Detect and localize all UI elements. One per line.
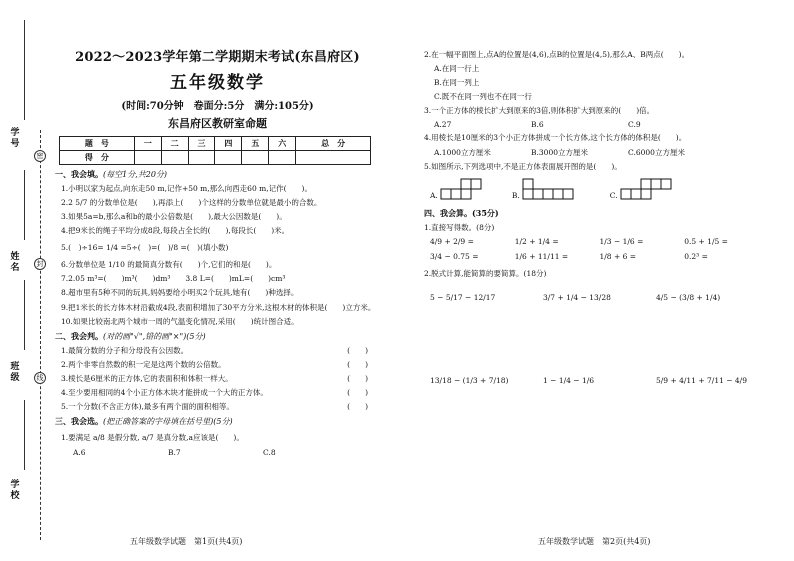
calc-item: 1/8 + 6 = [599, 252, 637, 261]
score-cell: 二 [161, 137, 188, 151]
calc-item: 1/2 + 1/4 = [514, 237, 559, 246]
score-input-cell[interactable] [215, 151, 242, 165]
exam-title: 2022～2023学年第二学期期末考试(东昌府区) [75, 50, 360, 65]
direct-calc-heading: 1.直接写得数。(8分) [424, 223, 495, 232]
option-c[interactable]: C.8 [263, 448, 276, 457]
option-b[interactable] [512, 178, 588, 200]
calc-item: 5 − 5/17 − 12/17 [430, 293, 496, 302]
score-input-cell[interactable] [161, 151, 188, 165]
exam-info: (时间:70分钟 卷面分:5分 满分:105分) [121, 101, 314, 112]
question-1-2: 2.2 5/7 的分数单位是( ),再添上( )个这样的分数单位就是最小的合数。 [61, 198, 322, 207]
score-cell: 总 分 [296, 137, 371, 151]
score-table-header [60, 137, 371, 151]
label-class: 班级 [10, 362, 20, 383]
section-1-heading [55, 169, 380, 180]
question-1-7: 7.2.05 m³=( )m³( )dm³ 3.8 L=( )mL=( )cm³ [61, 274, 286, 283]
question-3-2: 2.在一幅平面图上,点A的位置是(4,6),点B的位置是(4,5),那么A、B两点( )。 [424, 50, 690, 59]
stepwise-calc-row-2 [424, 376, 769, 385]
calc-item: 13/18 − (1/3 + 7/18) [430, 376, 509, 385]
question-1-3: 3.如果5a=b,那么a和b的最小公倍数是( ),最大公因数是( )。 [61, 212, 287, 221]
question-2-3 [55, 374, 380, 384]
question-2-1 [55, 346, 380, 356]
cube-net-c-figure [620, 178, 676, 200]
option-a[interactable]: A.6 [73, 448, 86, 457]
seal-line [40, 130, 41, 540]
section-note: (对的画"√",错的画"×")(5分) [103, 332, 206, 341]
exam-org: 东昌府区教研室命题 [168, 117, 267, 130]
cube-net-b-figure [522, 178, 588, 200]
option-label: C. [609, 191, 618, 200]
section-2-heading [55, 331, 380, 342]
question-1-9: 9.把1米长的长方体木材沿截成4段,表面积增加了30平方分米,这根木材的体积是( )立方米。 [61, 303, 376, 312]
question-1-6: 6.分数单位是 1/10 的最简真分数有( )个,它们的和是( )。 [61, 260, 277, 269]
blank-name [24, 170, 25, 240]
option-label: A. [430, 191, 438, 200]
section-title: 一、我会填。 [55, 169, 103, 179]
calc-item: 5/9 + 4/11 + 7/11 − 4/9 [656, 376, 747, 385]
question-2-2 [55, 360, 380, 370]
right-page [424, 46, 769, 385]
option-a[interactable]: A.在同一行上 [434, 64, 480, 73]
score-cell: 三 [188, 137, 215, 151]
section-note: (35分) [472, 208, 499, 218]
score-input-cell[interactable] [242, 151, 269, 165]
answer-paren[interactable]: ( ) [347, 388, 368, 397]
option-a[interactable]: A.1000立方厘米 [434, 148, 491, 157]
seal-mark-feng: 封 [34, 258, 46, 270]
question-2-4 [55, 388, 380, 398]
calc-item: 3/4 − 0.75 = [430, 252, 479, 261]
option-b[interactable]: B.在同一列上 [434, 78, 480, 87]
calc-item: 0.5 + 1/5 = [684, 237, 728, 246]
question-3-3-options [424, 120, 769, 129]
stepwise-calc-heading: 2.脱式计算,能简算的要简算。(18分) [424, 269, 547, 278]
label-school: 学校 [10, 480, 20, 501]
score-input-cell[interactable] [296, 151, 371, 165]
question-1-8: 8.超市里有5种不同的玩具,妈妈要给小明买2个玩具,她有( )种选择。 [61, 288, 299, 297]
subject-title: 五年级数学 [170, 73, 265, 93]
question-text: 2.两个非零自然数的积一定是这两个数的公倍数。 [61, 360, 226, 369]
option-label: B. [511, 191, 520, 200]
answer-paren[interactable]: ( ) [347, 360, 368, 369]
option-c[interactable] [610, 178, 676, 200]
question-1-1: 1.小明以家为起点,向东走50 m,记作+50 m,那么向西走60 m,记作( )。 [61, 184, 312, 193]
calc-item: 3/7 + 1/4 − 13/28 [543, 293, 611, 302]
question-1-4: 4.把9米长的绳子平均分成8段,每段占全长的( ),每段长( )米。 [61, 226, 290, 235]
answer-paren[interactable]: ( ) [347, 402, 368, 411]
calc-item: 1 − 1/4 − 1/6 [543, 376, 595, 385]
answer-paren[interactable]: ( ) [347, 374, 368, 383]
seal-mark-xian: 线 [34, 372, 46, 384]
seal-mark-mi: 密 [34, 150, 46, 162]
calc-item: 0.2³ = [684, 252, 708, 261]
blank-student-id [24, 20, 25, 120]
option-c[interactable]: C.6000立方厘米 [628, 148, 685, 157]
score-input-cell[interactable] [269, 151, 296, 165]
score-cell: 五 [242, 137, 269, 151]
score-cell: 题 号 [60, 137, 135, 151]
section-3-heading [55, 416, 380, 427]
option-b[interactable]: B.3000立方厘米 [531, 148, 588, 157]
question-3-4-options [424, 147, 769, 158]
stepwise-calc-row-1 [424, 293, 769, 302]
question-1-5: 5.( )÷16= 1/4 =5÷( )=( )/8 =( )(填小数) [61, 243, 229, 252]
question-3-4: 4.用棱长是10厘米的3个小正方体拼成一个长方体,这个长方体的体积是( )。 [424, 133, 687, 142]
section-note: (每空1分,共20分) [103, 170, 168, 179]
question-3-5: 5.如图所示,下列选项中,不是正方体表面展开图的是( )。 [424, 162, 622, 171]
score-table [59, 136, 371, 165]
score-input-cell[interactable] [188, 151, 215, 165]
option-c[interactable]: C.9 [628, 120, 641, 129]
calc-item: 1/3 − 1/6 = [599, 237, 644, 246]
question-3-3: 3.一个正方体的棱长扩大到原来的3倍,则体积扩大到原来的( )倍。 [424, 106, 655, 115]
calc-item: 1/6 + 11/11 = [514, 252, 569, 261]
binding-margin [0, 0, 52, 561]
calc-item: 4/9 + 2/9 = [430, 237, 474, 246]
question-text: 5.一个分数(不含正方体),最多有两个面的面积相等。 [61, 402, 234, 411]
score-cell: 四 [215, 137, 242, 151]
question-3-1-options [55, 448, 380, 457]
option-a[interactable] [430, 178, 490, 200]
section-title: 四、我会算。 [424, 208, 472, 218]
section-title: 二、我会判。 [55, 331, 103, 341]
label-student-id: 学号 [10, 128, 20, 149]
blank-school [24, 400, 25, 470]
score-input-cell[interactable] [134, 151, 161, 165]
option-a[interactable]: A.27 [434, 120, 452, 129]
option-b[interactable]: B.6 [531, 120, 544, 129]
score-cell: 得 分 [60, 151, 135, 165]
cube-net-a-figure [440, 178, 490, 200]
footer-page-1: 五年级数学试题 第1页(共4页) [130, 537, 243, 546]
calc-item: 4/5 − (3/8 + 1/4) [656, 293, 721, 302]
section-4-heading [424, 208, 769, 219]
score-cell: 六 [269, 137, 296, 151]
option-c[interactable]: C.既不在同一列也不在同一行 [434, 92, 532, 101]
direct-calc-grid [424, 237, 769, 261]
label-name: 姓名 [10, 252, 20, 273]
footer-page-2: 五年级数学试题 第2页(共4页) [538, 537, 651, 546]
question-1-10: 10.如果比较南北两个城市一周的气温变化情况,采用( )统计图合适。 [61, 317, 299, 326]
score-table-row [60, 151, 371, 165]
question-2-5 [55, 402, 380, 412]
section-note: (把正确答案的字母填在括号里)(5分) [103, 417, 233, 426]
score-cell: 一 [134, 137, 161, 151]
question-3-1: 1.要满足 a/8 是假分数, a/7 是真分数,a应该是( )。 [61, 433, 244, 442]
left-page [55, 46, 380, 457]
question-text: 3.棱长是6厘米的正方体,它的表面积和体积一样大。 [61, 374, 233, 383]
question-text: 1.最简分数的分子和分母没有公因数。 [61, 346, 189, 355]
option-b[interactable]: B.7 [168, 448, 181, 457]
answer-paren[interactable]: ( ) [347, 346, 368, 355]
blank-class [24, 280, 25, 350]
question-text: 4.至少要用相同的4个小正方体木块才能拼成一个大的正方体。 [61, 388, 268, 397]
cube-net-options [424, 178, 769, 200]
section-title: 三、我会选。 [55, 416, 103, 426]
